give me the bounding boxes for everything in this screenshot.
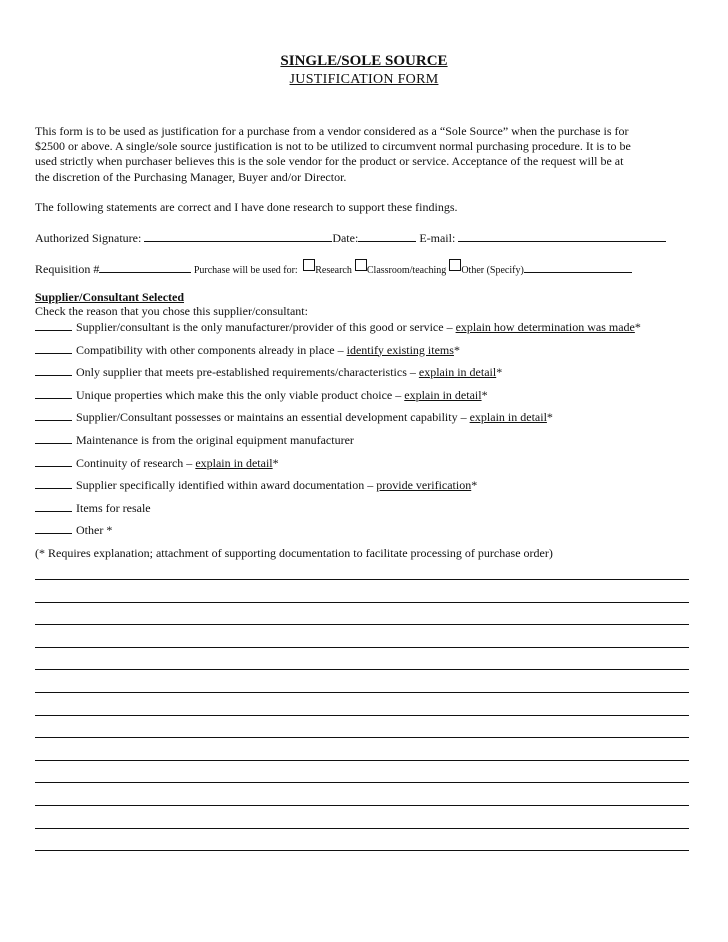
certification-statement: The following statements are correct and I have done research to support these findings. (35, 200, 458, 214)
signature-field[interactable] (144, 230, 332, 242)
intro-line: $2500 or above. A single/sole source justification is not to be utilized to circumvent normal purchasing procedure. It is to be (35, 139, 631, 154)
explanation-lines[interactable] (35, 579, 689, 873)
reason-text: Other * (76, 523, 113, 538)
section-heading: Supplier/Consultant Selected (35, 290, 185, 304)
intro-paragraph (35, 124, 695, 185)
date-label: Date: (332, 231, 359, 245)
reason-text: Unique properties which make this the only viable product choice – (76, 387, 405, 402)
reason-text: Supplier specifically identified within award documentation – (76, 478, 377, 493)
reason-suffix: * (634, 320, 641, 334)
reason-suffix: * (471, 478, 478, 493)
reason-text: Maintenance is from the original equipment manufacturer (76, 432, 354, 447)
reason-check-blank[interactable] (35, 387, 72, 399)
reason-check-blank[interactable] (35, 432, 72, 444)
explanation-line[interactable] (35, 602, 689, 625)
classroom-option-label: Classroom/teaching (366, 265, 447, 276)
requisition-field[interactable] (99, 261, 191, 273)
explanation-line[interactable] (35, 828, 689, 851)
requisition-row (35, 259, 632, 277)
explanation-line[interactable] (35, 624, 689, 647)
reason-item (35, 342, 705, 365)
explanation-line[interactable] (35, 805, 689, 828)
reason-suffix: * (453, 342, 460, 357)
reason-text: Compatibility with other components already in place – (76, 342, 347, 357)
reason-explain-link: explain in detail (469, 410, 547, 425)
explanation-line[interactable] (35, 579, 689, 602)
reason-check-blank[interactable] (35, 409, 72, 421)
reason-explain-link: explain in detail (404, 387, 482, 402)
explanation-line[interactable] (35, 692, 689, 715)
explanation-line[interactable] (35, 669, 689, 692)
reason-list (35, 319, 705, 545)
reason-item (35, 432, 705, 455)
reason-item (35, 477, 705, 500)
research-option-label: Research (315, 265, 352, 276)
explanation-footnote: (* Requires explanation; attachment of supporting documentation to facilitate processing of purchase order) (35, 546, 553, 560)
explanation-line[interactable] (35, 782, 689, 805)
classroom-checkbox[interactable] (355, 259, 367, 271)
reason-check-blank[interactable] (35, 500, 72, 512)
reason-explain-link: identify existing items (346, 342, 454, 357)
reason-suffix: * (496, 365, 503, 380)
reason-item (35, 319, 705, 342)
other-option-label: Other (Specify) (461, 265, 524, 276)
reason-check-blank[interactable] (35, 319, 72, 331)
reason-suffix: * (481, 387, 488, 402)
reason-item (35, 364, 705, 387)
reason-explain-link: explain how determination was made (455, 320, 635, 334)
reason-item (35, 522, 705, 545)
email-label: E-mail: (416, 231, 459, 245)
explanation-line[interactable] (35, 715, 689, 738)
reason-text: Supplier/Consultant possesses or maintains an essential development capability – (76, 410, 470, 425)
reason-check-blank[interactable] (35, 364, 72, 376)
research-checkbox[interactable] (303, 259, 315, 271)
other-specify-field[interactable] (524, 261, 632, 273)
form-title: SINGLE/SOLE SOURCE (280, 53, 448, 69)
explanation-line[interactable] (35, 737, 689, 760)
reason-item (35, 409, 705, 432)
purchase-use-label: Purchase will be used for: (191, 265, 301, 276)
reason-text: Supplier/consultant is the only manufacturer/provider of this good or service – (76, 320, 456, 334)
reason-item (35, 455, 705, 478)
explanation-line[interactable] (35, 760, 689, 783)
date-field[interactable] (358, 230, 416, 242)
form-subtitle: JUSTIFICATION FORM (289, 72, 439, 87)
signature-label: Authorized Signature: (35, 231, 145, 245)
intro-line: the discretion of the Purchasing Manager, Buyer and/or Director. (35, 169, 347, 184)
reason-text: Continuity of research – (76, 455, 196, 470)
intro-line: This form is to be used as justification for a purchase from a vendor considered as a “Sole Source” when the purchase is for (35, 124, 629, 138)
explanation-line[interactable] (35, 850, 689, 873)
reason-text: Items for resale (76, 500, 151, 515)
reason-explain-link: provide verification (376, 478, 472, 493)
reason-check-blank[interactable] (35, 477, 72, 489)
reason-explain-link: explain in detail (195, 455, 273, 470)
reason-item (35, 387, 705, 410)
reason-text: Only supplier that meets pre-established requirements/characteristics – (76, 365, 419, 380)
intro-line: used strictly when purchaser believes this is the sole vendor for the product or service. Acceptance of the request will be at (35, 154, 624, 169)
signature-row (35, 230, 666, 246)
reason-suffix: * (546, 410, 553, 425)
reason-suffix: * (272, 455, 279, 470)
reason-check-blank[interactable] (35, 455, 72, 467)
explanation-line[interactable] (35, 647, 689, 670)
requisition-label: Requisition # (35, 262, 100, 276)
email-field[interactable] (458, 230, 666, 242)
instruction-text: Check the reason that you chose this supplier/consultant: (35, 304, 308, 318)
reason-check-blank[interactable] (35, 342, 72, 354)
reason-explain-link: explain in detail (418, 365, 497, 380)
other-checkbox[interactable] (449, 259, 461, 271)
reason-check-blank[interactable] (35, 522, 72, 534)
reason-item (35, 500, 705, 523)
